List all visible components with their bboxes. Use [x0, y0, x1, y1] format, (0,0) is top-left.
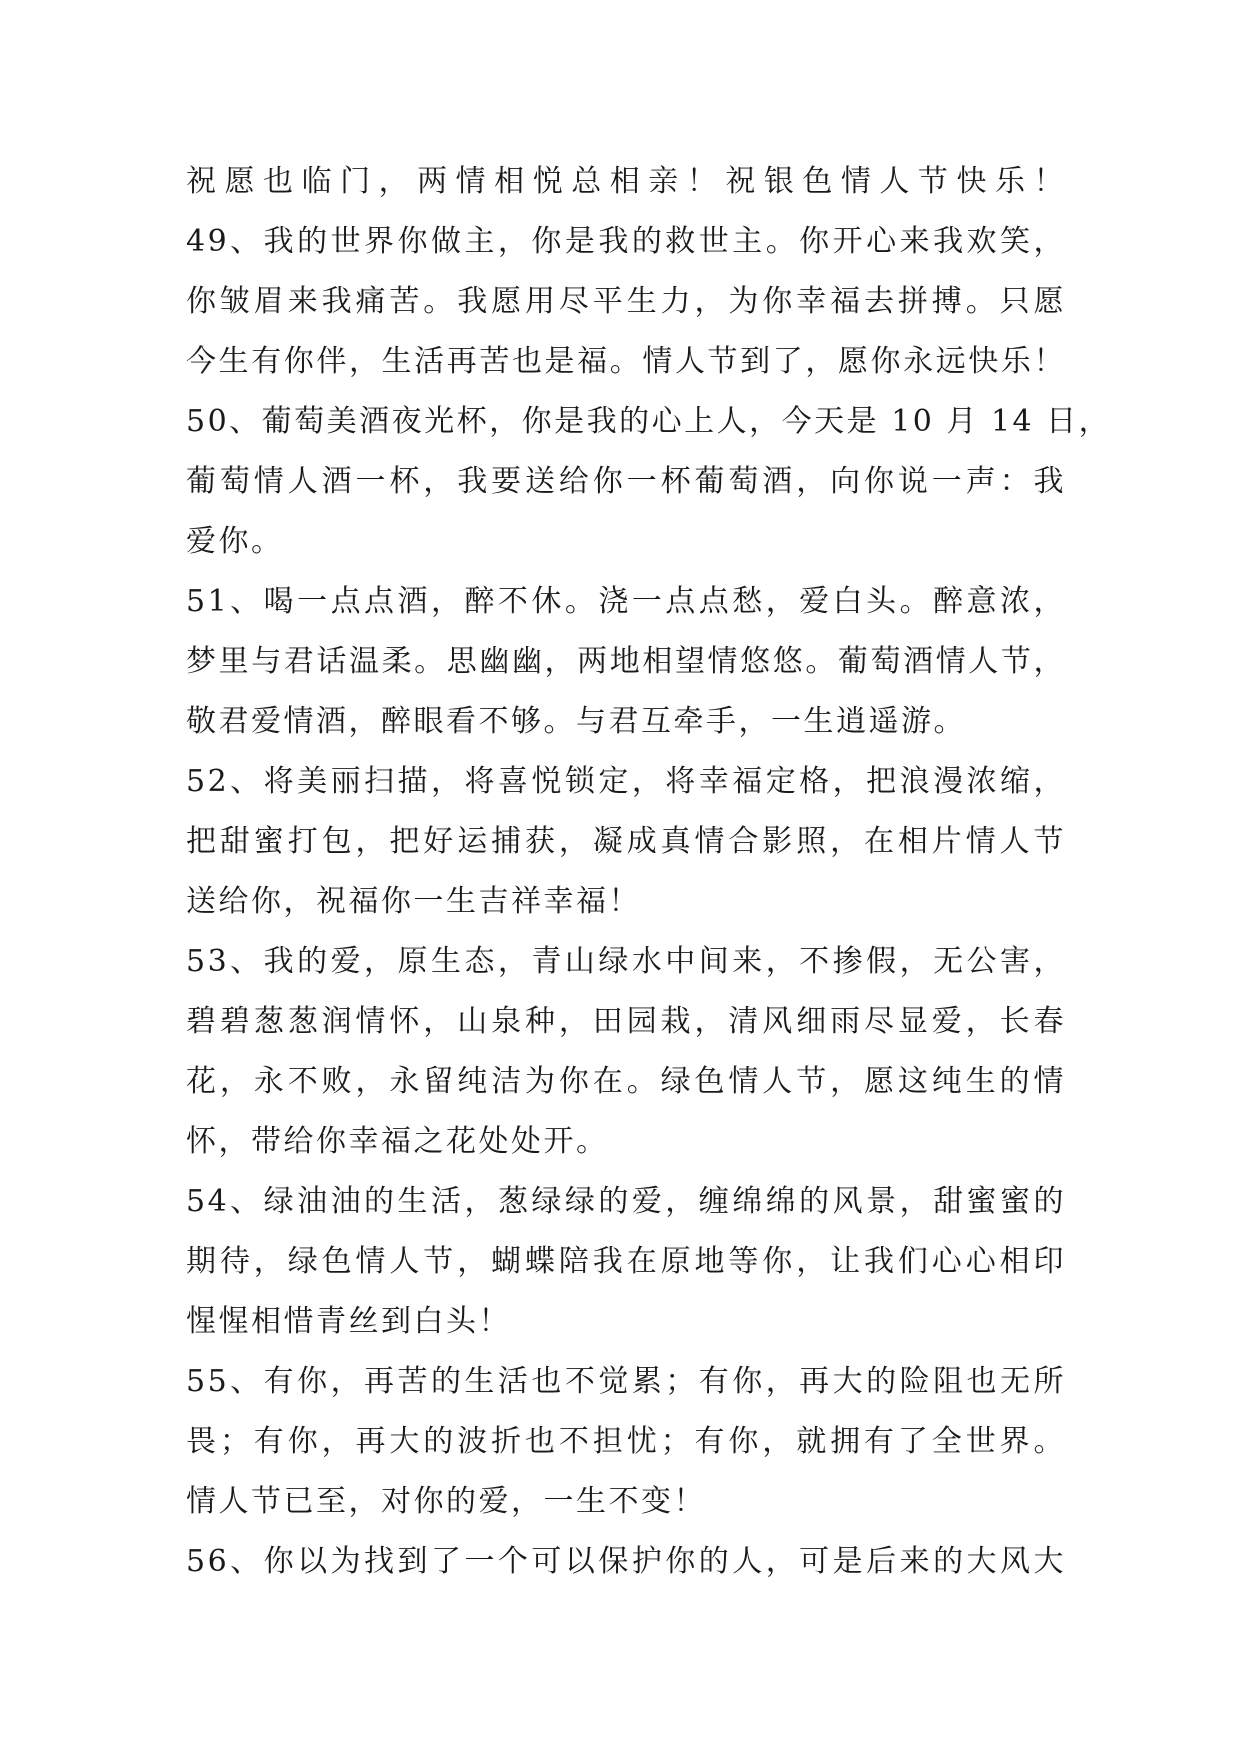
text-line: 把甜蜜打包，把好运捕获，凝成真情合影照，在相片情人节	[186, 824, 1066, 859]
text-line: 情人节已至，对你的爱，一生不变！	[186, 1484, 706, 1519]
text-line: 今生有你伴，生活再苦也是福。情人节到了，愿你永远快乐！	[186, 344, 1066, 379]
text-line: 53、我的爱，原生态，青山绿水中间来，不掺假，无公害，	[186, 944, 1066, 979]
text-line: 葡萄情人酒一杯，我要送给你一杯葡萄酒，向你说一声：我	[186, 464, 1066, 499]
document-body	[186, 152, 1112, 1592]
text-line: 52、将美丽扫描，将喜悦锁定，将幸福定格，把浪漫浓缩，	[186, 764, 1066, 799]
text-line: 你皱眉来我痛苦。我愿用尽平生力，为你幸福去拼搏。只愿	[186, 284, 1066, 319]
text-line: 54、绿油油的生活，葱绿绿的爱，缠绵绵的风景，甜蜜蜜的	[186, 1184, 1066, 1219]
text-line: 56、你以为找到了一个可以保护你的人，可是后来的大风大	[186, 1544, 1066, 1579]
text-line: 送给你，祝福你一生吉祥幸福！	[186, 884, 641, 919]
text-line: 畏；有你，再大的波折也不担忧；有你，就拥有了全世界。	[186, 1424, 1066, 1459]
text-line: 敬君爱情酒，醉眼看不够。与君互牵手，一生逍遥游。	[186, 704, 966, 739]
text-line: 51、喝一点点酒，醉不休。浇一点点愁，爱白头。醉意浓，	[186, 584, 1066, 619]
text-line: 55、有你，再苦的生活也不觉累；有你，再大的险阻也无所	[186, 1364, 1066, 1399]
text-line: 惺惺相惜青丝到白头！	[186, 1304, 511, 1339]
text-line: 花，永不败，永留纯洁为你在。绿色情人节，愿这纯生的情	[186, 1064, 1066, 1099]
text-line: 50、葡萄美酒夜光杯，你是我的心上人，今天是 10 月 14 日，	[186, 404, 1112, 439]
text-line: 怀，带给你幸福之花处处开。	[186, 1124, 609, 1159]
text-line: 祝愿也临门，两情相悦总相亲！祝银色情人节快乐！	[186, 164, 1066, 199]
text-line: 梦里与君话温柔。思幽幽，两地相望情悠悠。葡萄酒情人节，	[186, 644, 1066, 679]
text-line: 49、我的世界你做主，你是我的救世主。你开心来我欢笑，	[186, 224, 1066, 259]
text-line: 碧碧葱葱润情怀，山泉种，田园栽，清风细雨尽显爱，长春	[186, 1004, 1066, 1039]
text-line: 期待，绿色情人节，蝴蝶陪我在原地等你，让我们心心相印	[186, 1244, 1066, 1279]
text-line: 爱你。	[186, 524, 284, 559]
